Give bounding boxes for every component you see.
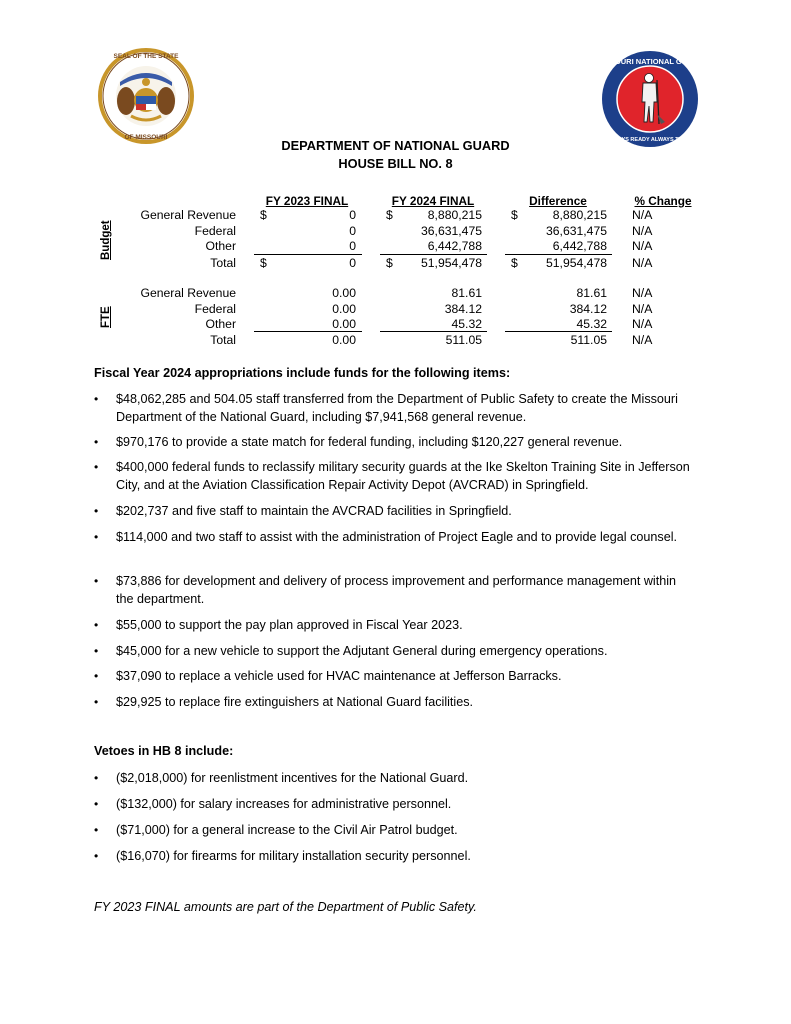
fte-fy2023-value: 0.00 [332,302,356,316]
appropriations-heading: Fiscal Year 2024 appropriations include funds for the following items: [94,366,511,380]
bullet-icon: • [94,530,99,544]
budget-fy2023-value: 0 [349,239,356,253]
bullet-icon: • [94,695,99,709]
dollar-sign: $ [511,256,518,270]
fte-fy2024-value: 384.12 [444,302,482,316]
total-rule [254,254,362,255]
list-item: • $45,000 for a new vehicle to support the Adjutant General during emergency operations. [94,644,608,658]
department-title: DEPARTMENT OF NATIONAL GUARD [281,138,510,153]
fte-difference-value: 81.61 [576,286,607,300]
fte-pct-change: N/A [632,317,653,331]
bullet-icon: • [94,771,99,785]
bullet-icon: • [94,504,99,518]
total-rule [380,254,487,255]
dollar-sign: $ [260,256,267,270]
budget-fy2024-value: 6,442,788 [427,239,482,253]
dollar-sign: $ [511,208,518,222]
list-item: • ($71,000) for a general increase to the Civil Air Patrol budget. [94,823,458,837]
total-rule [505,331,612,332]
col-header-fy2024: FY 2024 FINAL [391,194,475,208]
budget-row-label: Other [205,239,236,253]
budget-pct-change: N/A [632,224,653,238]
fte-fy2024-value: 45.32 [451,317,482,331]
budget-pct-change: N/A [632,256,653,270]
fte-pct-change: N/A [632,302,653,316]
bullet-icon: • [94,460,99,474]
bill-title: HOUSE BILL NO. 8 [338,156,453,171]
list-item: • $400,000 federal funds to reclassify military security guards at the Ike Skelton Training Site in Jefferson City, and at the Aviation Classification Repair Activity Depot (AVCRAD) in Springfield. [94,460,690,492]
footnote: FY 2023 FINAL amounts are part of the Department of Public Safety. [94,900,477,914]
budget-difference-value: 36,631,475 [546,224,607,238]
bullet-icon: • [94,435,99,449]
fte-row-label: Federal [194,302,236,316]
budget-difference-value: 8,880,215 [552,208,607,222]
bullet-icon: • [94,574,99,588]
budget-section-label: Budget [100,220,112,260]
col-header-difference: Difference [529,194,587,208]
budget-fy2023-value: 0 [349,208,356,222]
budget-difference-value: 6,442,788 [552,239,607,253]
budget-fy2024-total: 51,954,478 [421,256,482,270]
budget-pct-change: N/A [632,208,653,222]
bullet-icon: • [94,849,99,863]
budget-row-label: Total [210,256,236,270]
list-item: • $970,176 to provide a state match for federal funding, including $120,227 general revenue. [94,435,623,449]
budget-fy2023-value: 0 [349,224,356,238]
fte-row-label: Total [210,333,236,347]
svg-text:ALWAYS READY ALWAYS THERE: ALWAYS READY ALWAYS THERE [606,137,694,143]
bullet-icon: • [94,823,99,837]
list-item: • $37,090 to replace a vehicle used for HVAC maintenance at Jefferson Barracks. [94,669,562,683]
budget-fy2024-value: 8,880,215 [427,208,482,222]
budget-fy2024-value: 36,631,475 [421,224,482,238]
total-rule [505,254,612,255]
bullet-icon: • [94,669,99,683]
fte-difference-value: 45.32 [576,317,607,331]
total-rule [380,331,487,332]
bullet-icon: • [94,797,99,811]
vetoes-heading: Vetoes in HB 8 include: [94,744,234,758]
col-header-pct-change: % Change [634,194,692,208]
list-item: • $73,886 for development and delivery of process improvement and performance management within the department. [94,574,677,606]
svg-text:OF MISSOURI: OF MISSOURI [124,134,168,141]
list-item: • $48,062,285 and 504.05 staff transferred from the Department of Public Safety to create the Missouri Department of the National Guard, including $7,941,568 general revenue. [94,392,678,424]
svg-text:MISSOURI NATIONAL GUARD: MISSOURI NATIONAL GUARD [601,57,699,66]
missouri-state-seal-logo [96,46,196,146]
dollar-sign: $ [386,208,393,222]
fte-fy2024-total: 511.05 [445,333,482,347]
bullet-icon: • [94,392,99,406]
fte-pct-change: N/A [632,286,653,300]
list-item: • ($16,070) for firearms for military installation security personnel. [94,849,471,863]
list-item: • $55,000 to support the pay plan approved in Fiscal Year 2023. [94,618,463,632]
fte-section-label: FTE [100,306,112,328]
budget-row-label: Federal [194,224,236,238]
budget-fy2023-total: 0 [349,256,356,270]
total-rule [254,331,362,332]
fte-difference-total: 511.05 [570,333,607,347]
list-item: • $29,925 to replace fire extinguishers at National Guard facilities. [94,695,474,709]
dollar-sign: $ [386,256,393,270]
fte-fy2023-value: 0.00 [332,286,356,300]
bullet-icon: • [94,644,99,658]
list-item: • $202,737 and five staff to maintain the AVCRAD facilities in Springfield. [94,504,512,518]
missouri-national-guard-logo [601,50,699,148]
dollar-sign: $ [260,208,267,222]
budget-pct-change: N/A [632,239,653,253]
svg-text:SEAL OF THE STATE: SEAL OF THE STATE [113,53,179,60]
col-header-fy2023: FY 2023 FINAL [265,194,349,208]
fte-row-label: Other [205,317,236,331]
list-item: • ($132,000) for salary increases for administrative personnel. [94,797,452,811]
fte-difference-value: 384.12 [569,302,607,316]
list-item: • $114,000 and two staff to assist with the administration of Project Eagle and to provide legal counsel. [94,530,677,544]
list-item: • ($2,018,000) for reenlistment incentives for the National Guard. [94,771,469,785]
fte-fy2023-value: 0.00 [332,317,356,331]
bullet-icon: • [94,618,99,632]
fte-row-label: General Revenue [140,286,236,300]
fte-fy2023-total: 0.00 [332,333,356,347]
budget-difference-total: 51,954,478 [546,256,607,270]
fte-fy2024-value: 81.61 [451,286,482,300]
fte-pct-change: N/A [632,333,653,347]
budget-row-label: General Revenue [140,208,236,222]
